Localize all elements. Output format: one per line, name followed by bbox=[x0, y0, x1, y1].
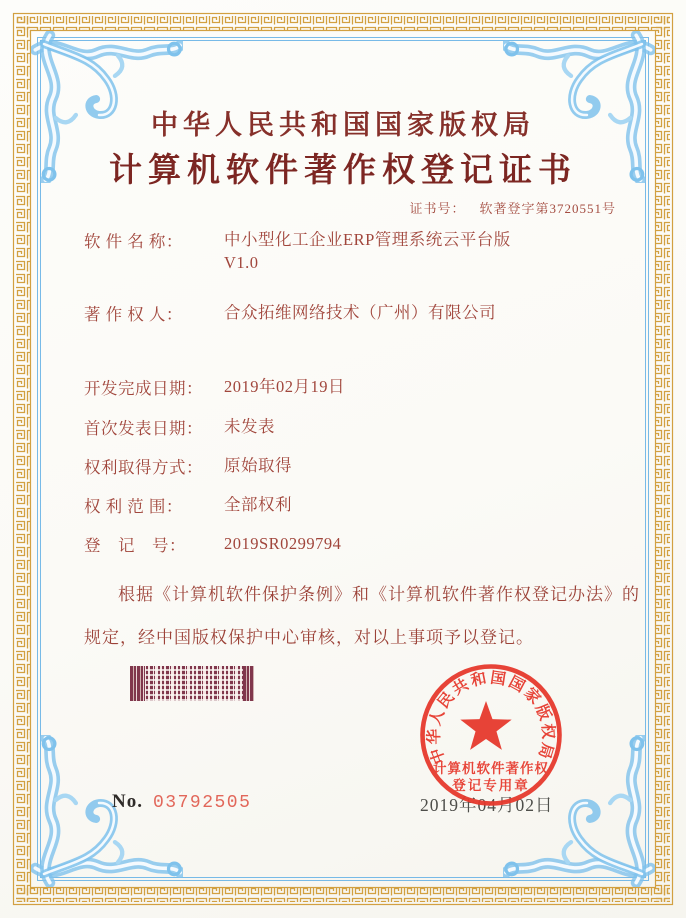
field-acquisition-method bbox=[84, 454, 292, 478]
certificate-number-value: 软著登字第3720551号 bbox=[479, 201, 616, 216]
serial-number: 03792505 bbox=[152, 793, 252, 813]
statement-line2: 规定，经中国版权保护中心审核，对以上事项予以登记。 bbox=[84, 628, 534, 647]
certificate-number-line bbox=[409, 198, 616, 217]
field-copyright-owner bbox=[84, 301, 496, 325]
field-label: 开发完成日期： bbox=[84, 379, 203, 398]
statement-line1: 根据《计算机软件保护条例》和《计算机软件著作权登记办法》的 bbox=[118, 585, 640, 604]
field-first-publish-date bbox=[84, 415, 275, 439]
field-registration-no bbox=[84, 532, 341, 556]
field-value: 合众拓维网络技术（广州）有限公司 bbox=[224, 303, 496, 322]
serial-label: No. bbox=[112, 791, 143, 812]
field-value: 2019年02月19日 bbox=[224, 377, 345, 396]
field-value: 中小型化工企业ERP管理系统云平台版 bbox=[224, 230, 511, 249]
serial-number-line bbox=[112, 791, 251, 813]
field-value-line2: V1.0 bbox=[224, 253, 259, 272]
field-value: 2019SR0299794 bbox=[224, 534, 342, 553]
field-label: 著 作 权 人： bbox=[84, 305, 183, 324]
field-value: 全部权利 bbox=[224, 495, 292, 514]
field-label: 首次发表日期： bbox=[84, 419, 203, 438]
field-value: 原始取得 bbox=[224, 456, 292, 475]
certificate-number-label: 证书号： bbox=[409, 201, 466, 216]
field-rights-scope bbox=[84, 493, 292, 517]
barcode-icon bbox=[130, 666, 254, 701]
authority-title: 中华人民共和国国家版权局 bbox=[151, 110, 535, 140]
field-label: 权利取得方式： bbox=[84, 458, 203, 477]
field-label: 软 件 名 称： bbox=[84, 232, 183, 251]
star-icon bbox=[460, 701, 511, 750]
seal-line2: 登记专用章 bbox=[452, 778, 530, 793]
seal-arc-text: 中华人民共和国国家版权局 bbox=[425, 669, 557, 766]
official-seal bbox=[414, 658, 568, 812]
field-software-name bbox=[84, 228, 511, 274]
seal-line1: 计算机软件著作权 bbox=[433, 761, 549, 776]
issue-date: 2019年04月02日 bbox=[420, 795, 554, 815]
certificate-title: 计算机软件著作权登记证书 bbox=[109, 153, 577, 189]
field-value: 未发表 bbox=[224, 417, 275, 436]
field-label: 权 利 范 围： bbox=[84, 497, 183, 516]
field-label: 登 记 号： bbox=[84, 536, 186, 555]
field-dev-complete-date bbox=[84, 375, 345, 399]
